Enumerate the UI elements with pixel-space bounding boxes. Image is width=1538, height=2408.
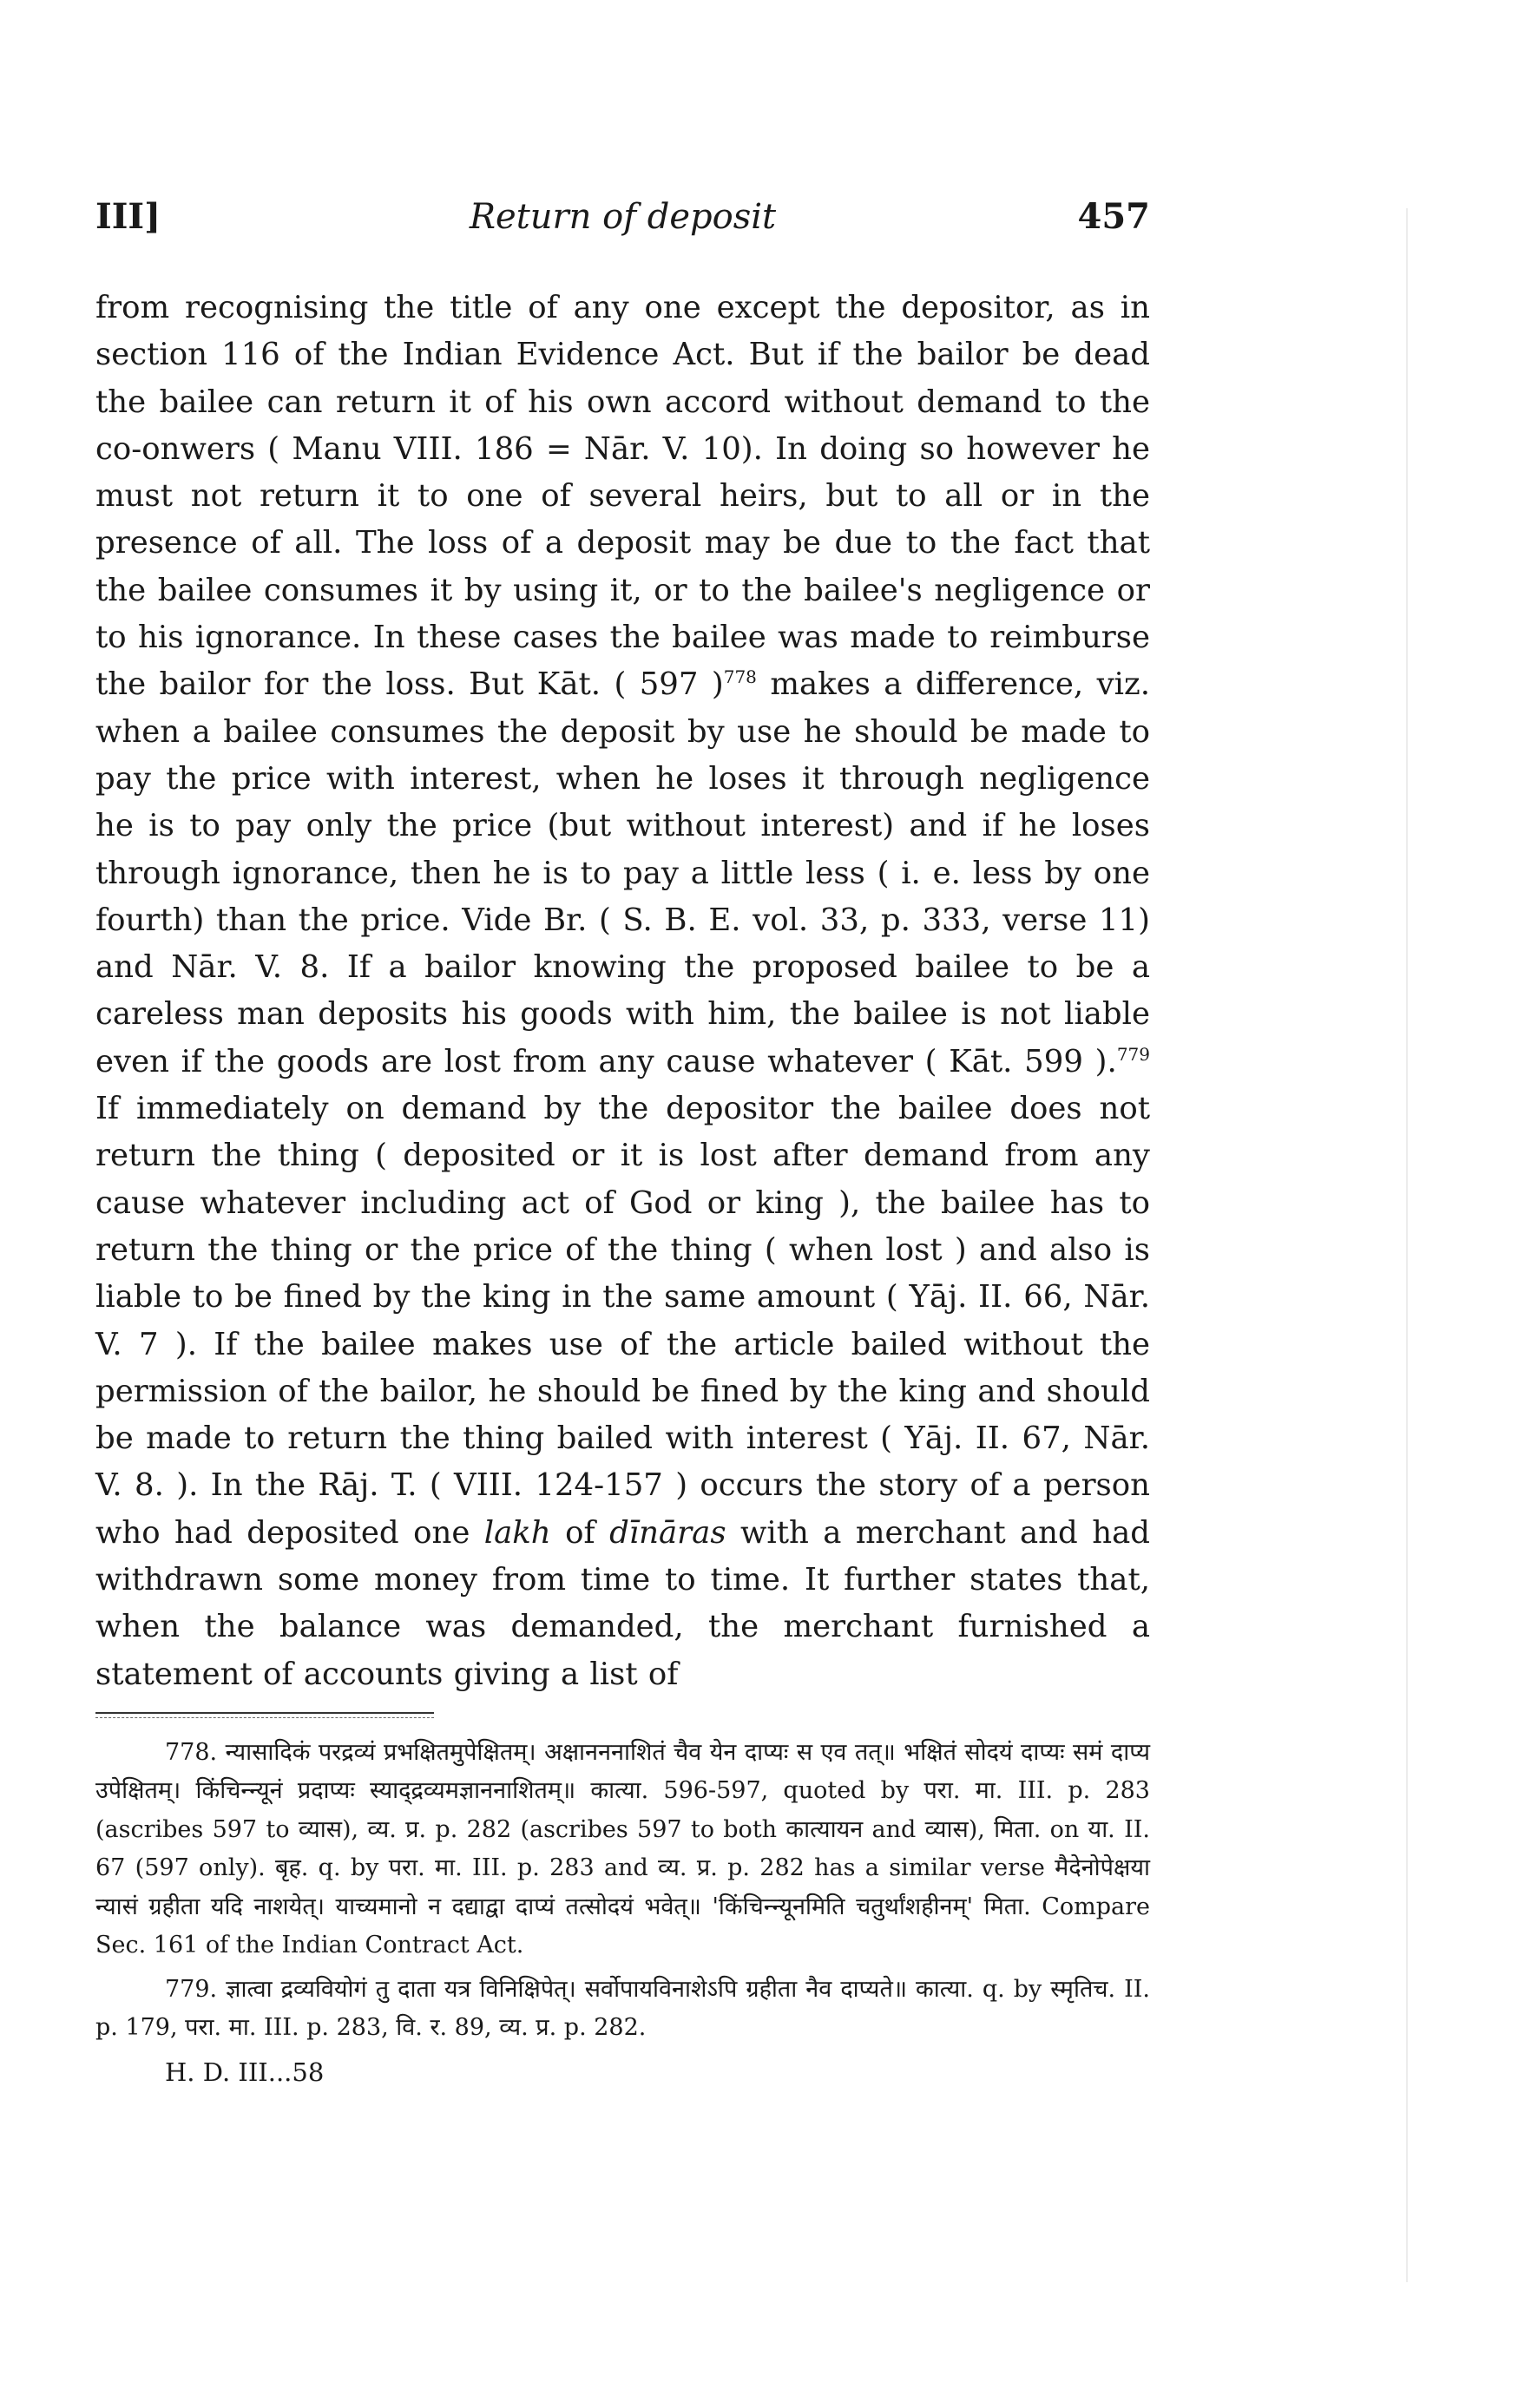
body-text-segment-5: with a merchant and had withdrawn some money from time to time. It further states that, when the balance was demanded, the merchant furnished a statement of accounts giving a list of <box>95 1514 1150 1692</box>
body-text-segment-1: from recognising the title of any one except the depositor, as in section 116 of the Indian Evidence Act. But if the bailor be dead the bailee can return it of his own accord without demand to the co-onwers ( Manu VIII. 186 = Nār. V. 10). In doing so however he must not return it to one of several heirs, but to all or in the presence of all. The loss of a deposit may be due to the fact that the bailee consumes it by using it, or to the bailee's negligence or to his ignorance. In these cases the bailee was made to reimburse the bailor for the loss. But Kāt. ( 597 ) <box>95 290 1150 703</box>
page-header-title: Return of deposit <box>469 197 777 237</box>
body-text-segment-4: of <box>550 1514 610 1551</box>
book-page <box>95 191 1150 2091</box>
footnote-number: 778. <box>165 1738 218 1766</box>
footnote-ref-779: 779 <box>1116 1043 1150 1065</box>
footnote-text: ज्ञात्वा द्रव्यवियोगं तु दाता यत्र विनिक्षिपेत्। सर्वोपायविनाशेऽपि ग्रहीता नैव दाप्यते॥ कात्या. q. by स्मृतिच. II. p. 179, परा. मा. III. p. 283, वि. र. 89, व्य. प्र. p. 282. <box>95 1975 1150 2042</box>
italic-term-lakh: lakh <box>483 1514 551 1551</box>
chapter-marker: III] <box>95 196 161 237</box>
scan-margin-line <box>1406 208 1408 2282</box>
italic-term-dinaras: dīnāras <box>609 1514 726 1551</box>
main-paragraph <box>95 285 1150 1698</box>
footnote-ref-778: 778 <box>723 666 757 688</box>
running-head <box>95 191 1150 243</box>
footnote-separator <box>95 1712 434 1718</box>
page-number: 457 <box>1077 196 1150 237</box>
body-text-segment-2: makes a difference, viz. when a bailee consumes the deposit by use he should be made to pay the price with interest, when he loses it through negligence he is to pay only the price (but without interest) and if he loses through ignorance, then he is to pay a little less ( i. e. less by one fourth) than the price. Vide Br. ( S. B. E. vol. 33, p. 333, verse 11) and Nār. V. 8. If a bailor knowing the proposed bailee to be a careless man deposits his goods with him, the bailee is not liable even if the goods are lost from any cause whatever ( Kāt. 599 ). <box>95 666 1151 1079</box>
footnote-text: न्यासादिकं परद्रव्यं प्रभक्षितमुपेक्षितम्। अक्षानननाशितं चैव येन दाप्यः स एव तत्॥ भक्षितं सोदयं दाप्यः समं दाप्य उपेक्षितम्। किंचिन्न्यूनं प्रदाप्यः स्याद्द्रव्यमज्ञाननाशितम्॥ कात्या. 596-597, quoted by परा. मा. III. p. 283 (ascribes 597 to व्यास), व्य. प्र. p. 282 (ascribes 597 to both कात्यायन and व्यास), मिता. on या. II. 67 (597 only). बृह. q. by परा. मा. III. p. 283 and व्य. प्र. p. 282 has a similar verse मैदेनोपेक्षया न्यासं ग्रहीता यदि नाशयेत्। याच्यमानो न दद्याद्वा दाप्यं तत्सोदयं भवेत्॥ 'किंचिन्न्यूनमिति चतुर्थांशहीनम्' मिता. Compare Sec. 161 of the Indian Contract Act. <box>95 1738 1150 1959</box>
body-text-segment-3: If immediately on demand by the depositor the bailee does not return the thing ( deposited or it is lost after demand from any cause whatever including act of God or king ), the bailee has to return the thing or the price of the thing ( when lost ) and also is liable to be fined by the king in the same amount ( Yāj. II. 66, Nār. V. 7 ). If the bailee makes use of the article bailed without the permission of the bailor, he should be fined by the king and should be made to return the thing bailed with interest ( Yāj. II. 67, Nār. V. 8. ). In the Rāj. T. ( VIII. 124-157 ) occurs the story of a person who had deposited one <box>95 1091 1150 1551</box>
footnote-778 <box>95 1734 1150 1965</box>
footnote-779 <box>95 1971 1150 2048</box>
signature-mark: H. D. III...58 <box>165 2057 325 2087</box>
footnotes-section <box>95 1734 1150 2048</box>
footnote-number: 779. <box>165 1975 218 2003</box>
